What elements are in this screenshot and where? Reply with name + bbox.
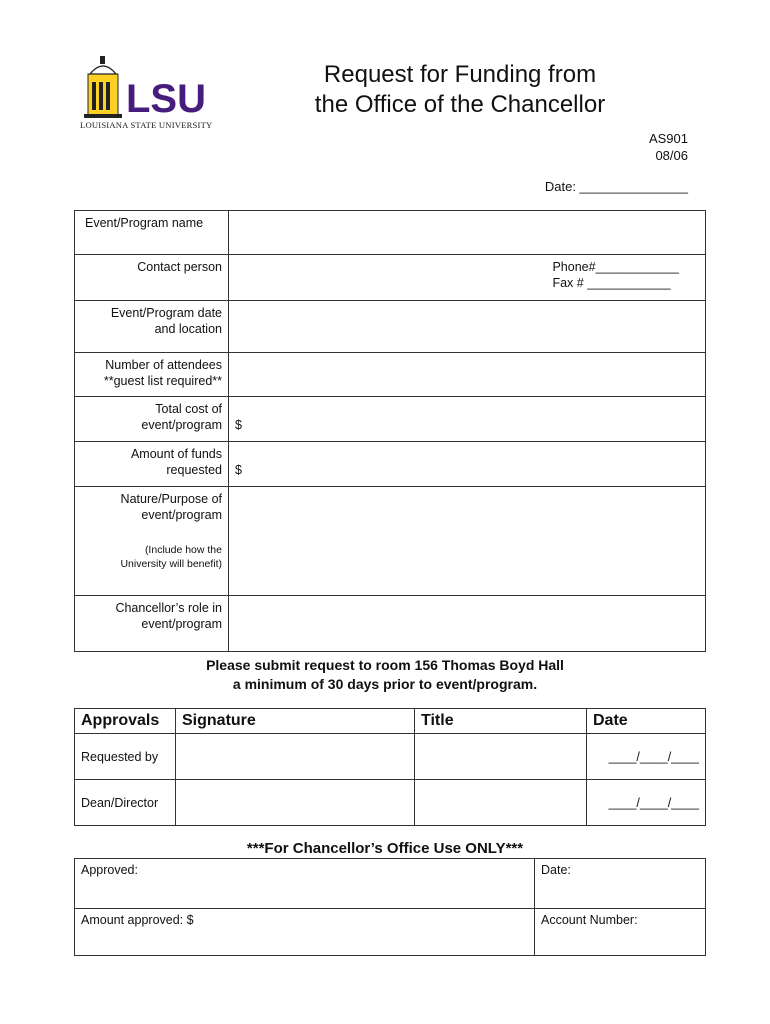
- form-revision-date: 08/06: [655, 148, 688, 163]
- total-cost-field[interactable]: $: [229, 397, 706, 442]
- requested-by-title[interactable]: [415, 734, 587, 780]
- amount-approved-field[interactable]: Amount approved: $: [75, 909, 535, 956]
- requested-by-label: Requested by: [75, 734, 176, 780]
- account-number-field[interactable]: Account Number:: [535, 909, 706, 956]
- date-location-field[interactable]: [229, 301, 706, 353]
- fax-field[interactable]: Fax # ____________: [552, 276, 671, 290]
- request-form-table: [74, 210, 706, 652]
- funds-requested-label: Amount of funds requested: [75, 442, 229, 487]
- office-use-heading: ***For Chancellor’s Office Use ONLY***: [246, 840, 524, 857]
- table-header-row: [75, 709, 706, 734]
- signature-header: Signature: [176, 709, 415, 734]
- form-number-block: [649, 130, 688, 164]
- chancellor-role-field[interactable]: [229, 596, 706, 652]
- title-line-1: Request for Funding from: [323, 61, 597, 88]
- requested-by-signature[interactable]: [176, 734, 415, 780]
- dean-director-date[interactable]: ____/____/____: [587, 780, 706, 826]
- title-header: Title: [415, 709, 587, 734]
- lsu-logo-graphic: [80, 52, 230, 132]
- event-name-label: Event/Program name: [75, 211, 229, 255]
- contact-label: Contact person: [75, 255, 229, 301]
- table-row: [75, 487, 706, 596]
- table-row: [75, 353, 706, 397]
- date-header: Date: [587, 709, 706, 734]
- table-row: [75, 255, 706, 301]
- lsu-logo: [80, 52, 230, 132]
- submit-instructions: Please submit request to room 156 Thomas Boyd Hall a minimum of 30 days prior to event/program.: [206, 657, 564, 692]
- table-row: [75, 596, 706, 652]
- title-line-2: the Office of the Chancellor: [314, 91, 606, 118]
- form-title: [280, 60, 640, 120]
- requested-by-date[interactable]: ____/____/____: [587, 734, 706, 780]
- table-row: [75, 397, 706, 442]
- attendees-label: Number of attendees **guest list required**: [75, 353, 229, 397]
- dean-director-title[interactable]: [415, 780, 587, 826]
- table-row: [75, 211, 706, 255]
- date-location-label: Event/Program date and location: [75, 301, 229, 353]
- table-row: [75, 442, 706, 487]
- contact-field[interactable]: [229, 255, 706, 301]
- logo-subtitle: LOUISIANA STATE UNIVERSITY: [80, 120, 213, 130]
- purpose-field[interactable]: [229, 487, 706, 596]
- table-row: [75, 859, 706, 909]
- office-use-table: [74, 858, 706, 956]
- table-row: [75, 909, 706, 956]
- approvals-table: [74, 708, 706, 826]
- office-date-field[interactable]: Date:: [535, 859, 706, 909]
- dean-director-label: Dean/Director: [75, 780, 176, 826]
- approved-field[interactable]: Approved:: [75, 859, 535, 909]
- total-cost-label: Total cost of event/program: [75, 397, 229, 442]
- dean-director-signature[interactable]: [176, 780, 415, 826]
- lsu-wordmark: LSU: [126, 77, 206, 121]
- date-field[interactable]: Date: _______________: [544, 179, 688, 194]
- purpose-note: (Include how the University will benefit): [120, 544, 222, 570]
- table-row: [75, 734, 706, 780]
- form-number: AS901: [648, 131, 688, 146]
- approvals-header: Approvals: [75, 709, 176, 734]
- chancellor-role-label: Chancellor’s role in event/program: [75, 596, 229, 652]
- purpose-label: Nature/Purpose of event/program (Include how the University will benefit): [75, 487, 229, 596]
- attendees-field[interactable]: [229, 353, 706, 397]
- table-row: [75, 301, 706, 353]
- event-name-field[interactable]: [229, 211, 706, 255]
- funds-requested-field[interactable]: $: [229, 442, 706, 487]
- table-row: [75, 780, 706, 826]
- phone-field[interactable]: Phone#____________: [552, 260, 679, 274]
